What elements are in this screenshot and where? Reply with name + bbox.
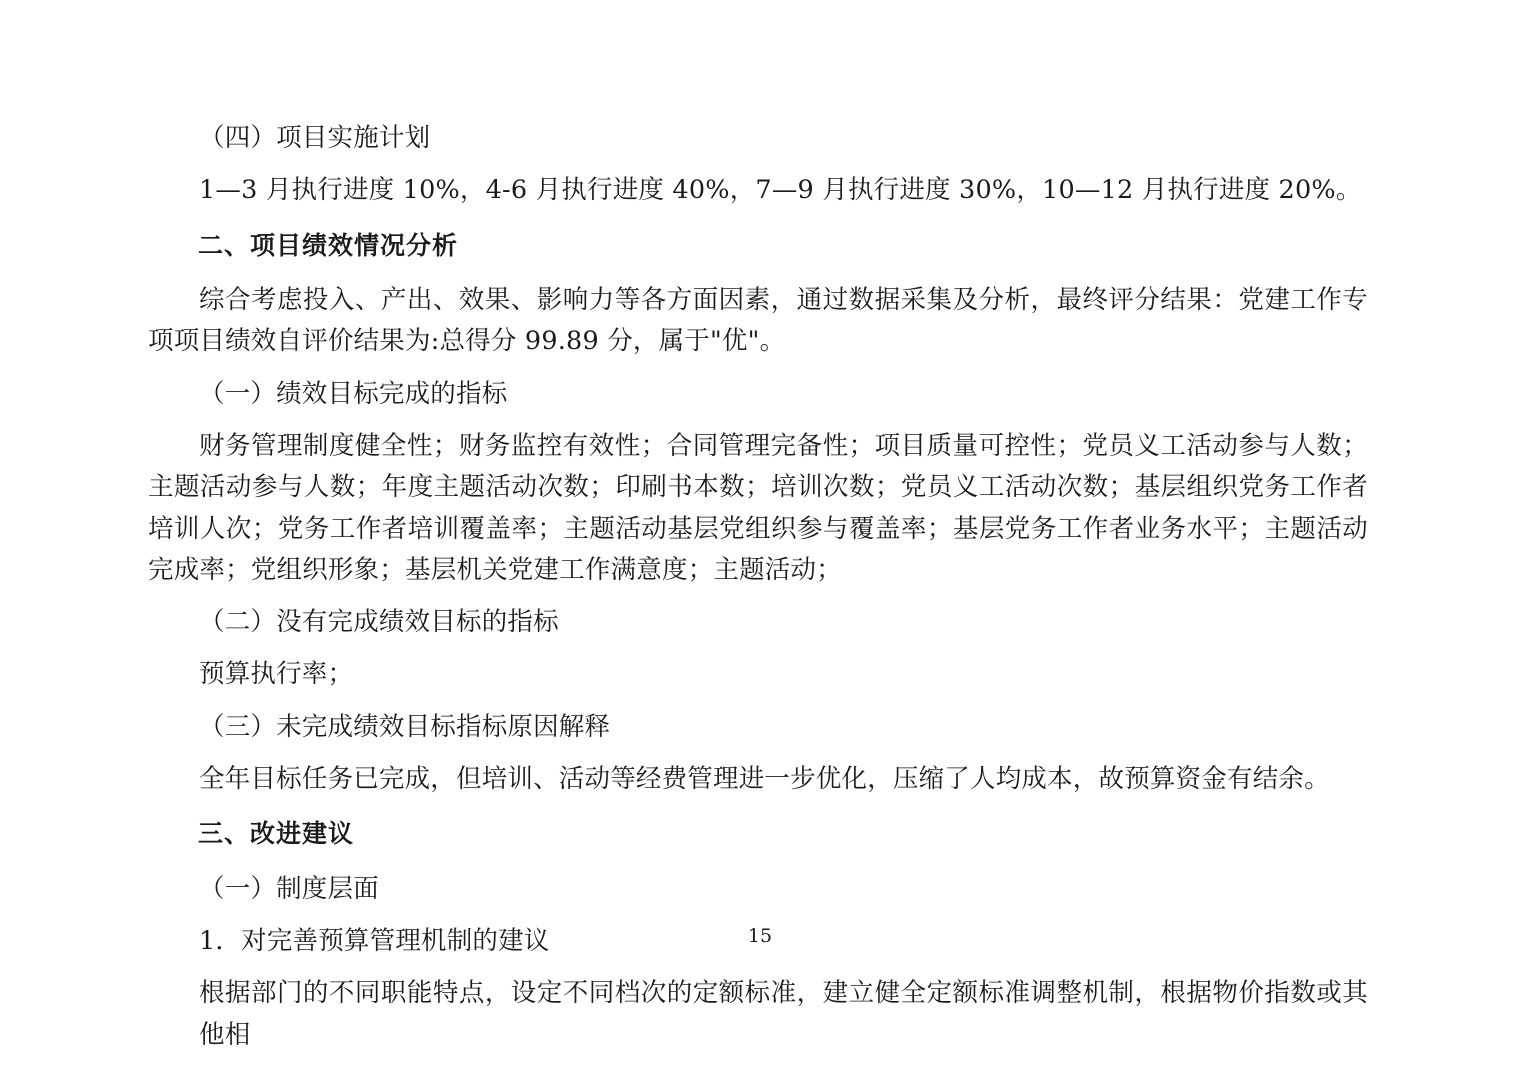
heading-performance-analysis: 二、项目绩效情况分析: [198, 230, 459, 260]
paragraph-completed-indicators-list: 财务管理制度健全性；财务监控有效性；合同管理完备性；项目质量可控性；党员义工活动参与人数；主题活动参与人数；年度主题活动次数；印刷书本数；培训次数；党员义工活动次数；基层组织党务工作者培训人次；党务工作者培训覆盖率；主题活动基层党组织参与覆盖率；基层党务工作者业务水平；主题活动完成率；党组织形象；基层机关党建工作满意度；主题活动；: [148, 430, 1368, 585]
paragraph-uncompleted-indicators-list: 预算执行率；: [199, 659, 354, 690]
paragraph-budget-mechanism-text: 根据部门的不同职能特点，设定不同档次的定额标准，建立健全定额标准调整机制，根据物价指数或其他相: [199, 978, 1368, 1050]
paragraph-reason-text: 全年目标任务已完成，但培训、活动等经费管理进一步优化，压缩了人均成本，故预算资金有结余。: [199, 764, 1330, 795]
paragraph-institutional-level-title: （一）制度层面: [199, 873, 379, 904]
paragraph-section-4-title: （四）项目实施计划: [199, 123, 431, 153]
heading-improvement-suggestions: 三、改进建议: [198, 819, 355, 849]
document-body: [148, 118, 1368, 1056]
paragraph-reason-title: （三）未完成绩效目标指标原因解释: [199, 711, 611, 742]
paragraph-uncompleted-indicators-title: （二）没有完成绩效目标的指标: [199, 607, 559, 638]
paragraph-overall-score: 综合考虑投入、产出、效果、影响力等各方面因素，通过数据采集及分析，最终评分结果：党建工作专项项目绩效自评价结果为:总得分 99.89 分，属于"优"。: [148, 285, 1368, 357]
paragraph-implementation-plan: 1—3 月执行进度 10%，4-6 月执行进度 40%，7—9 月执行进度 30%，10—12 月执行进度 20%。: [199, 175, 1362, 206]
page-number: 15: [747, 925, 773, 947]
paragraph-budget-mechanism-title: 1．对完善预算管理机制的建议: [199, 926, 550, 957]
paragraph-completed-indicators-title: （一）绩效目标完成的指标: [199, 378, 508, 409]
